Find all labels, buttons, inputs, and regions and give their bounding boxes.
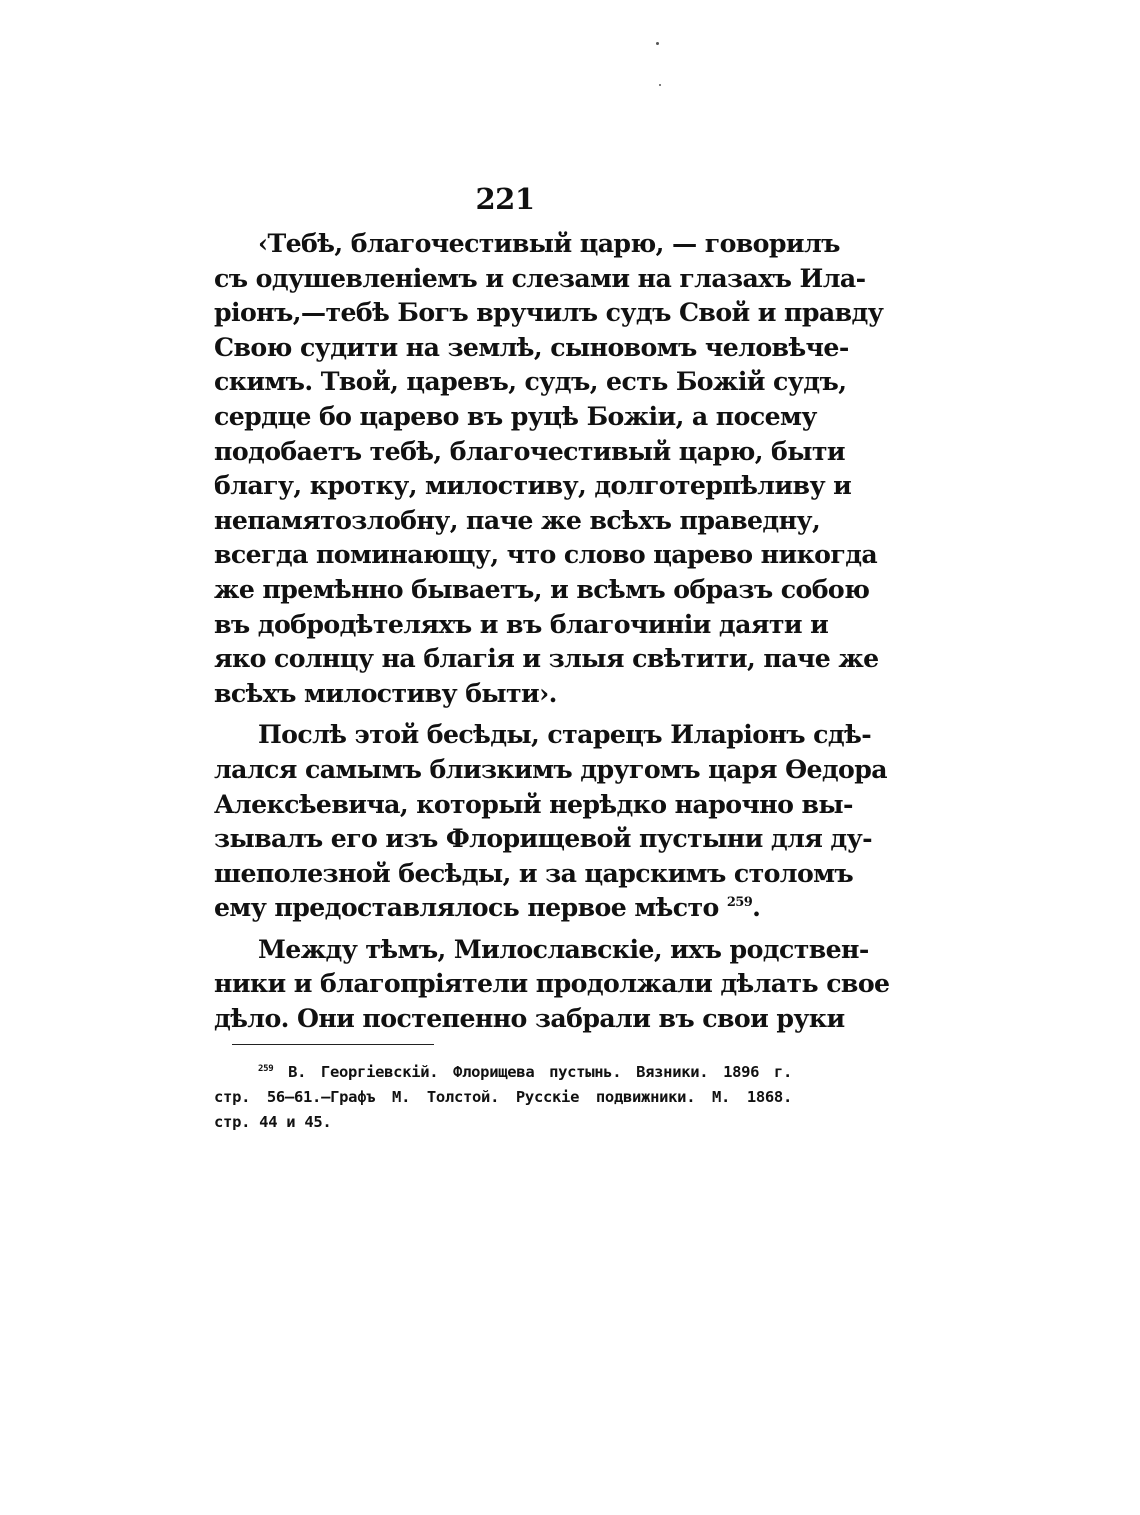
footnote-divider bbox=[232, 1044, 434, 1045]
text-line: лался самымъ близкимъ другомъ царя Ѳедора bbox=[214, 753, 887, 784]
text-line: ‹Тебѣ, благочестивый царю, — говорилъ bbox=[258, 228, 840, 258]
footnote-marker: 259 bbox=[258, 1064, 274, 1074]
text-line: Алексѣевича, который нерѣдко нарочно вы- bbox=[214, 788, 853, 819]
scan-speck bbox=[659, 84, 661, 86]
text-line: ники и благопріятели продолжали дѣлать свое bbox=[214, 968, 890, 999]
text-line: съ одушевленіемъ и слезами на глазахъ Ила- bbox=[214, 262, 866, 293]
text-line: скимъ. Твой, царевъ, судъ, есть Божій судъ, bbox=[214, 366, 847, 397]
footnote-text: В. Георгіевскій. Флорищева пустынь. Вязники. 1896 г. bbox=[288, 1063, 792, 1081]
text-fragment: ему предоставлялось первое мѣсто bbox=[214, 892, 719, 923]
footnote-line: стр. 56—61.—Графъ М. Толстой. Русскіе подвижники. М. 1868. bbox=[214, 1088, 792, 1106]
footnote-line: стр. 44 и 45. bbox=[214, 1113, 332, 1131]
text-line: зывалъ его изъ Флорищевой пустыни для ду- bbox=[214, 823, 872, 854]
text-line: яко солнцу на благія и злыя свѣтити, паче же bbox=[214, 643, 879, 674]
text-line: ріонъ,—тебѣ Богъ вручилъ судъ Свой и правду bbox=[214, 297, 884, 328]
text-line: сердце бо царево въ руцѣ Божіи, а посему bbox=[214, 400, 817, 431]
page-number: 221 bbox=[475, 182, 535, 216]
paragraph bbox=[214, 226, 884, 710]
text-line: непамятозлобну, паче же всѣхъ праведну, bbox=[214, 504, 821, 535]
body-text bbox=[214, 226, 890, 1036]
footnote-line bbox=[214, 1060, 792, 1085]
text-line: же премѣнно бываетъ, и всѣмъ образъ собою bbox=[214, 573, 870, 604]
text-line: Свою судити на землѣ, сыновомъ человѣче- bbox=[214, 331, 849, 362]
text-line: подобаетъ тебѣ, благочестивый царю, быти bbox=[214, 435, 845, 466]
footnote bbox=[214, 1060, 792, 1135]
text-line: благу, кротку, милостиву, долготерпѣливу и bbox=[214, 470, 852, 501]
punctuation: . bbox=[752, 892, 761, 923]
text-line: Послѣ этой бесѣды, старецъ Иларіонъ сдѣ- bbox=[258, 719, 872, 750]
paragraph bbox=[214, 717, 887, 925]
text-line: Между тѣмъ, Милославскіе, ихъ родствен- bbox=[258, 933, 869, 964]
text-line bbox=[214, 890, 792, 925]
footnote-reference: 259 bbox=[726, 895, 753, 911]
scan-speck bbox=[656, 42, 659, 45]
text-line: всѣхъ милостиву быти›. bbox=[214, 677, 557, 708]
text-line: шеполезной бесѣды, и за царскимъ столомъ bbox=[214, 857, 854, 888]
text-line: всегда поминающу, что слово царево никогда bbox=[214, 539, 878, 570]
text-line: въ добродѣтеляхъ и въ благочиніи даяти и bbox=[214, 608, 829, 639]
text-line: дѣло. Они постепенно забрали въ свои руки bbox=[214, 1003, 845, 1034]
paragraph bbox=[214, 932, 890, 1036]
